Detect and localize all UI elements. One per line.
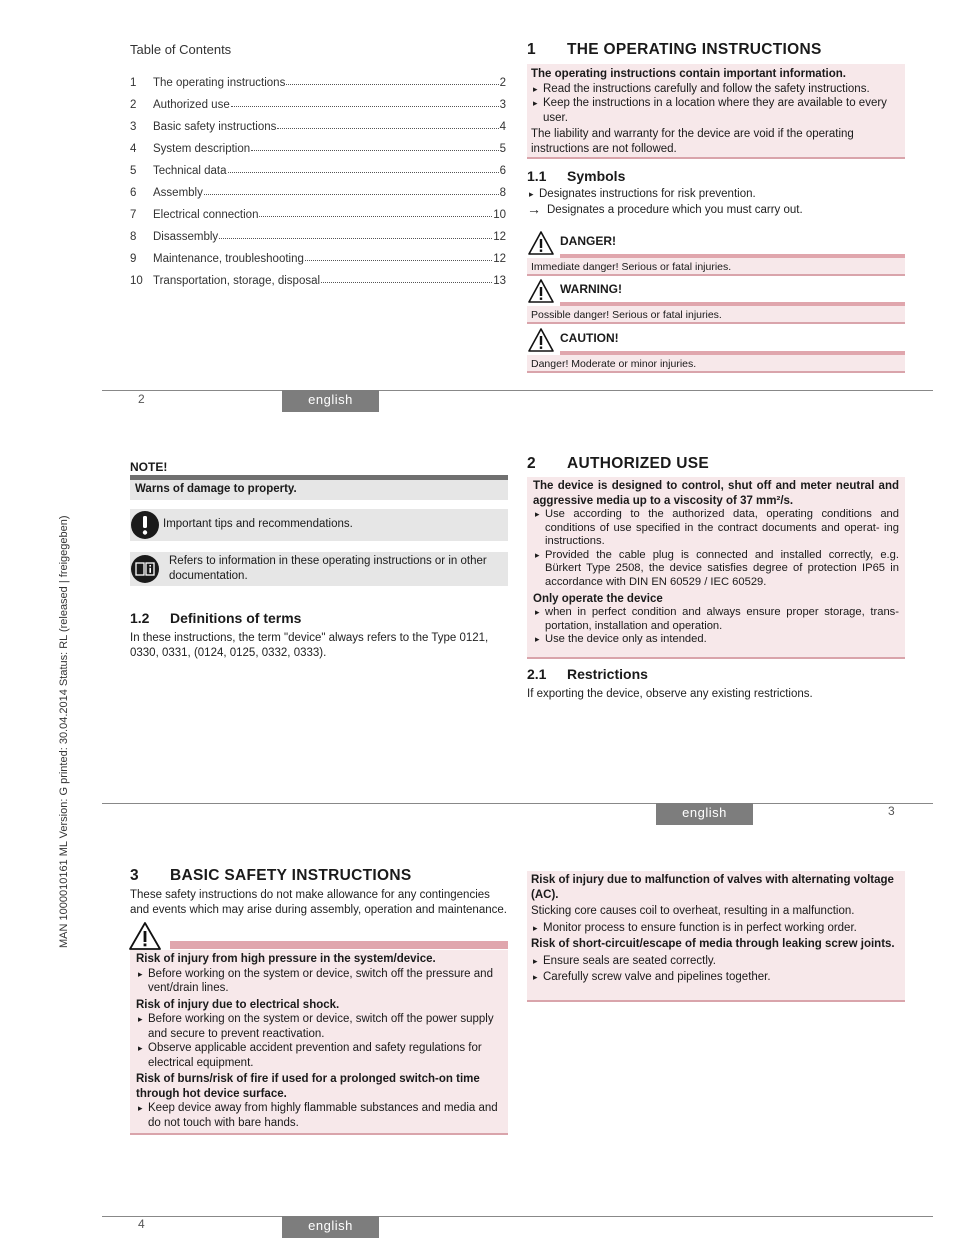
list-item: ▸ Designates instructions for risk prevention. (527, 187, 905, 202)
toc-entry-label: System description (153, 143, 251, 155)
section-number: 3 (130, 867, 139, 884)
toc-title: Table of Contents (130, 42, 232, 57)
tip-box (130, 509, 508, 541)
toc-entry[interactable] (130, 265, 506, 287)
authorized-use-subheading: Only operate the device (533, 592, 663, 605)
toc-entry-number: 5 (130, 165, 137, 177)
page-divider (102, 390, 933, 391)
toc-entry-label: Transportation, storage, disposal (153, 275, 321, 287)
page-number: 4 (138, 1217, 145, 1231)
toc-entry[interactable] (130, 67, 506, 89)
toc-entry-page: 4 (499, 121, 506, 133)
language-tab: english (282, 390, 379, 412)
warning-triangle-icon (527, 327, 555, 353)
note-text: Warns of damage to property. (130, 480, 508, 500)
toc-entry-page: 13 (493, 275, 506, 287)
toc-entry-number: 2 (130, 99, 137, 111)
warning-label: WARNING! (560, 282, 622, 296)
restrictions-text: If exporting the device, observe any existing restrictions. (527, 688, 813, 700)
safety-risks-box-2 (527, 871, 905, 1002)
toc-leader-dots (286, 84, 498, 85)
page-divider (102, 803, 933, 804)
info-box-text: The liability and warranty for the device are void if the operating instructions are not followed. (531, 128, 854, 155)
list-item: ▸ Before working on the system or device, switch off the power supply and secure to prevent reactivation. (136, 1012, 502, 1041)
arrow-right-icon: → (527, 201, 541, 217)
list-item: ▸ Use according to the authorized data, operating conditions and conditions of use specified in the contract documents and operat- ing instructions. (533, 508, 899, 549)
list-item: ▸ Provided the cable plug is connected and installed correctly, e.g. Bürkert Type 2508, the device satisfies degree of protection IP65 in accordance with DIN EN 60529 / IEC 60529. (533, 549, 899, 590)
list-item: ▸ Read the instructions carefully and follow the safety instructions. (531, 82, 901, 97)
warning-triangle-icon (527, 278, 555, 304)
document-status-sidebar: MAN 1000010161 ML Version: G printed: 30.04.2014 Status: RL (released | freigegeben) (58, 515, 70, 948)
safety-risks-box (130, 950, 508, 1135)
section-title: THE OPERATING INSTRUCTIONS (567, 41, 822, 58)
subsection-title: Restrictions (567, 666, 648, 682)
list-item: ▸ Monitor process to ensure function is in perfect working order. (531, 921, 901, 936)
danger-label: DANGER! (560, 234, 616, 248)
danger-header (527, 230, 905, 260)
list-item: ▸ Keep the instructions in a location where they are available to every user. (531, 96, 901, 125)
toc-entry[interactable] (130, 133, 506, 155)
toc-entry[interactable] (130, 199, 506, 221)
risk-heading: Risk of injury due to malfunction of valves with alternating voltage (AC). (531, 874, 894, 901)
caution-text: Danger! Moderate or minor injuries. (527, 355, 905, 373)
toc-entry-page: 6 (499, 165, 506, 177)
note-label: NOTE! (130, 460, 168, 474)
page-divider (102, 1216, 933, 1217)
toc-leader-dots (219, 238, 492, 239)
toc-entry-number: 8 (130, 231, 137, 243)
language-tab: english (282, 1216, 379, 1238)
risk-heading: Risk of injury from high pressure in the system/device. (136, 953, 436, 965)
subsection-number: 1.1 (527, 168, 547, 184)
toc-entry-page: 5 (499, 143, 506, 155)
risk-heading: Risk of burns/risk of fire if used for a prolonged switch-on time through hot device surface. (136, 1073, 480, 1100)
toc-entry-page: 12 (493, 231, 506, 243)
authorized-use-heading: The device is designed to control, shut off and meter neutral and aggressive media up to a viscosity of 37 mm²/s. (533, 480, 899, 507)
toc-entry-number: 1 (130, 77, 137, 89)
toc-entry-page: 3 (499, 99, 506, 111)
subsection-title: Definitions of terms (170, 610, 302, 626)
toc-entry[interactable] (130, 89, 506, 111)
toc-entry-label: Assembly (153, 187, 203, 199)
reference-text: Refers to information in these operating instructions or in other documentation. (169, 555, 487, 582)
toc-entry-number: 9 (130, 253, 137, 265)
section-number: 2 (527, 455, 536, 472)
table-of-contents (130, 67, 506, 287)
toc-entry-number: 6 (130, 187, 137, 199)
toc-entry-label: Basic safety instructions (153, 121, 277, 133)
warning-header (527, 278, 905, 308)
toc-entry-number: 3 (130, 121, 137, 133)
toc-leader-dots (251, 150, 498, 151)
language-tab: english (656, 803, 753, 825)
toc-entry-label: Electrical connection (153, 209, 259, 221)
warning-triangle-icon (128, 921, 162, 951)
page-number: 2 (138, 392, 145, 406)
toc-leader-dots (231, 106, 499, 107)
list-item (527, 203, 905, 218)
reference-box (130, 552, 508, 586)
safety-bar (170, 941, 508, 949)
section-1-heading (527, 41, 822, 59)
subsection-1-2-heading (130, 610, 301, 626)
toc-entry-label: Maintenance, troubleshooting (153, 253, 304, 265)
book-reference-icon (130, 554, 160, 584)
toc-entry-page: 8 (499, 187, 506, 199)
page-number: 3 (888, 804, 895, 818)
toc-entry-label: Disassembly (153, 231, 219, 243)
list-item: ▸ Use the device only as intended. (533, 633, 899, 647)
toc-entry-page: 2 (499, 77, 506, 89)
warning-text: Possible danger! Serious or fatal injuries. (527, 306, 905, 324)
toc-entry-number: 7 (130, 209, 137, 221)
risk-heading: Risk of short-circuit/escape of media through leaking screw joints. (531, 938, 895, 950)
authorized-use-box (527, 477, 905, 659)
toc-entry[interactable] (130, 177, 506, 199)
toc-entry[interactable] (130, 243, 506, 265)
safety-intro: These safety instructions do not make allowance for any contingencies and events which may arise during assembly, operation and maintenance. (130, 889, 507, 916)
caution-header (527, 327, 905, 357)
caution-label: CAUTION! (560, 331, 619, 345)
toc-leader-dots (204, 194, 499, 195)
risk-text: Sticking core causes coil to overheat, resulting in a malfunction. (531, 905, 855, 917)
section-3-heading (130, 867, 411, 885)
toc-entry[interactable] (130, 221, 506, 243)
toc-entry-number: 10 (130, 275, 143, 287)
list-item: ▸ Carefully screw valve and pipelines together. (531, 970, 901, 985)
subsection-number: 1.2 (130, 610, 150, 626)
subsection-number: 2.1 (527, 666, 547, 682)
toc-leader-dots (259, 216, 492, 217)
definitions-text: In these instructions, the term "device" always refers to the Type 0121, 0330, 0331, (0124, 0125, 0332, 0333). (130, 632, 489, 659)
section-title: BASIC SAFETY INSTRUCTIONS (170, 867, 412, 884)
exclamation-circle-icon (130, 510, 160, 540)
toc-entry-page: 12 (493, 253, 506, 265)
list-item: ▸ when in perfect condition and always ensure proper storage, trans- portation, installation and operation. (533, 606, 899, 633)
danger-text: Immediate danger! Serious or fatal injuries. (527, 258, 905, 276)
warning-triangle-icon (527, 230, 555, 256)
toc-entry-label: The operating instructions (153, 77, 286, 89)
toc-leader-dots (228, 172, 499, 173)
toc-leader-dots (321, 282, 492, 283)
risk-heading: Risk of injury due to electrical shock. (136, 998, 340, 1011)
toc-leader-dots (277, 128, 498, 129)
toc-entry[interactable] (130, 111, 506, 133)
section-number: 1 (527, 41, 536, 58)
section-2-heading (527, 455, 709, 473)
list-item: ▸ Before working on the system or device, switch off the pressure and vent/drain lines. (136, 967, 502, 996)
list-item: ▸ Ensure seals are seated correctly. (531, 954, 901, 969)
subsection-1-1-heading (527, 168, 625, 184)
important-info-box (527, 64, 905, 159)
subsection-2-1-heading (527, 666, 648, 682)
toc-entry-number: 4 (130, 143, 137, 155)
subsection-title: Symbols (567, 168, 626, 184)
toc-entry-page: 10 (493, 209, 506, 221)
list-item-text: Designates a procedure which you must carry out. (547, 204, 803, 216)
section-title: AUTHORIZED USE (567, 455, 709, 472)
tip-text: Important tips and recommendations. (163, 518, 353, 530)
toc-entry[interactable] (130, 155, 506, 177)
toc-leader-dots (305, 260, 492, 261)
toc-entry-label: Authorized use (153, 99, 230, 111)
list-item: ▸ Keep device away from highly flammable substances and media and do not touch with bare hands. (136, 1101, 502, 1130)
toc-entry-label: Technical data (153, 165, 227, 177)
info-box-heading: The operating instructions contain important information. (531, 68, 846, 80)
list-item: ▸ Observe applicable accident prevention and safety regulations for electrical equipment. (136, 1041, 502, 1070)
symbol-list (527, 187, 905, 218)
